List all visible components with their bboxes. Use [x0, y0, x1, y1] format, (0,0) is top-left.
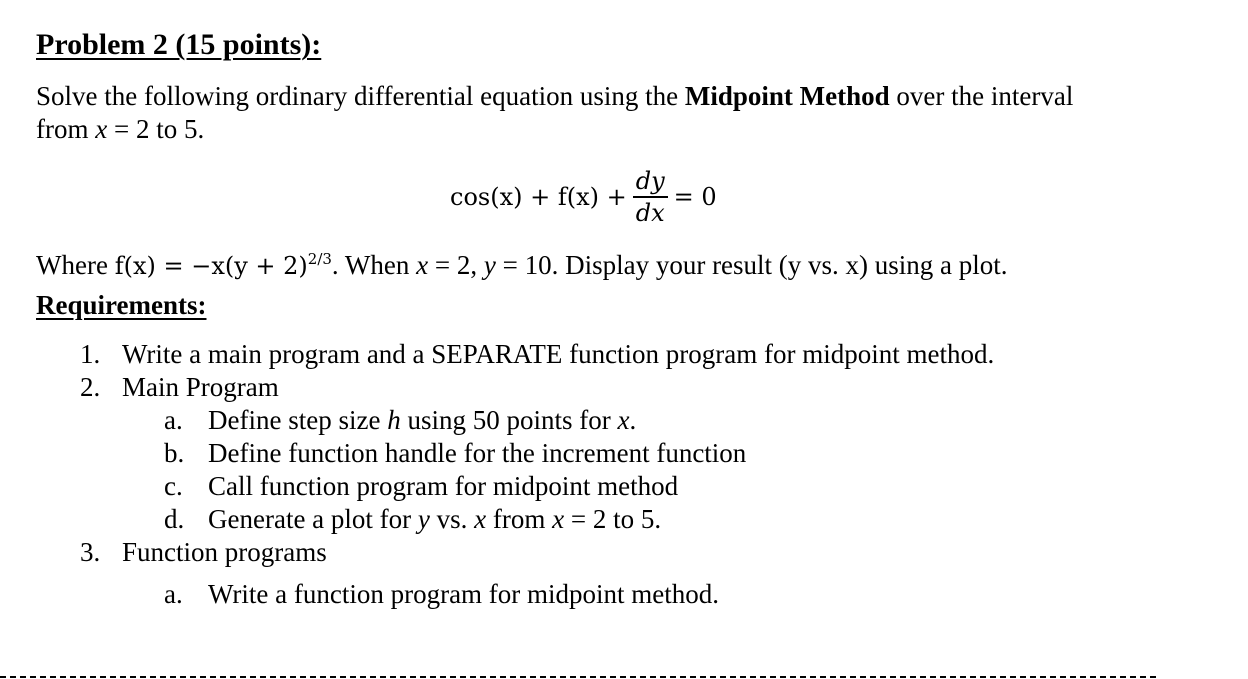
fraction-denominator: dx — [635, 199, 665, 227]
requirement-item-3: 3. Function programs — [80, 537, 327, 567]
requirement-item-3a: a. Write a function program for midpoint method. — [164, 579, 720, 609]
equation-lhs: cos(x) + f(x) + — [450, 183, 627, 211]
requirement-item-2b: b. Define function handle for the increment function — [164, 438, 747, 468]
differential-equation — [450, 162, 717, 232]
method-name: Midpoint Method — [684, 81, 890, 111]
problem-title: Problem 2 (15 points): — [36, 28, 322, 61]
requirements-heading: Requirements: — [36, 290, 207, 320]
where-clause: Where $f(x) = -x(y + 2)^{2/3}$. When x = 2, y = 10. Display your result (y vs. x) using a plot. — [36, 250, 1008, 280]
dashed-separator — [0, 676, 1156, 678]
statement-line-2: from x = 2 to 5. — [36, 114, 205, 144]
f-definition: f(x) = −x(y + 2) — [114, 252, 308, 280]
requirement-item-2a: a. Define step size h using 50 points for x. — [164, 405, 637, 435]
requirement-item-2: 2. Main Program — [80, 372, 279, 402]
equation-rhs: = 0 — [673, 183, 717, 211]
problem-statement — [36, 80, 1073, 146]
requirement-item-2d: d. Generate a plot for y vs. x from x = 2 to 5. — [164, 504, 662, 534]
statement-line-1: Solve the following ordinary differential equation using the Midpoint Method over the interval — [36, 81, 1074, 111]
fraction-numerator: dy — [633, 168, 668, 198]
requirement-item-1: 1. Write a main program and a SEPARATE function program for midpoint method. — [80, 339, 995, 369]
f-exponent: 2/3 — [307, 250, 332, 268]
derivative-fraction — [633, 168, 668, 226]
requirement-item-2c: c. Call function program for midpoint method — [164, 471, 679, 501]
